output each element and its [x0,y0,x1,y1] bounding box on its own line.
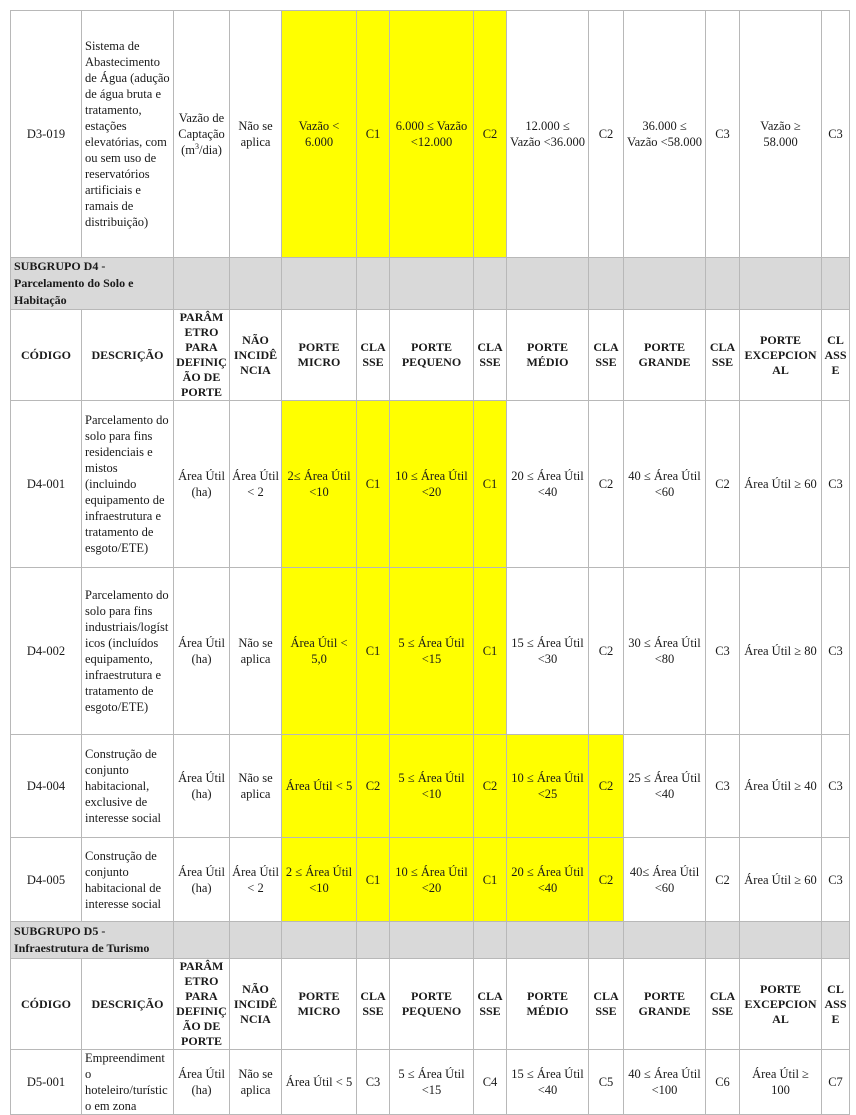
nao-incidencia-cell: Não se aplica [230,735,282,838]
classe-medio-cell: C5 [589,1050,624,1115]
table-row [11,568,850,735]
header-classe: CLASSE [474,310,507,401]
classe-grande-cell: C2 [706,401,740,568]
classe-pequeno-cell: C4 [474,1050,507,1115]
porte-grande-cell: 40≤ Área Útil <60 [624,838,706,922]
table-row [11,11,850,258]
descricao-cell: Construção de conjunto habitacional, exclusive de interesse social [82,735,174,838]
header-porte-excepcional: PORTE EXCEPCIONAL [740,310,822,401]
porte-medio-cell: 15 ≤ Área Útil <30 [507,568,589,735]
porte-pequeno-cell: 5 ≤ Área Útil <10 [390,735,474,838]
classe-excepcional-cell: C3 [822,401,850,568]
descricao-cell: Parcelamento do solo para fins residenciais e mistos (incluindo equipamento de infraestrutura e tratamento de esgoto/ETE) [82,401,174,568]
header-classe: CLASSE [589,310,624,401]
header-classe: CLASSE [822,959,850,1050]
classe-medio-cell: C2 [589,11,624,258]
nao-incidencia-cell: Não se aplica [230,1050,282,1115]
classe-grande-cell: C6 [706,1050,740,1115]
classe-pequeno-cell: C1 [474,838,507,922]
classe-excepcional-cell: C3 [822,568,850,735]
classe-medio-cell: C2 [589,568,624,735]
porte-grande-cell: 36.000 ≤ Vazão <58.000 [624,11,706,258]
parametro-cell: Área Útil (ha) [174,568,230,735]
header-classe: CLASSE [706,959,740,1050]
classe-pequeno-cell: C1 [474,401,507,568]
porte-excepcional-cell: Área Útil ≥ 60 [740,401,822,568]
classe-grande-cell: C3 [706,735,740,838]
header-porte-medio: PORTE MÉDIO [507,310,589,401]
classe-micro-cell: C1 [357,568,390,735]
codigo-cell: D5-001 [11,1050,82,1115]
nao-incidencia-cell: Área Útil < 2 [230,401,282,568]
classe-pequeno-cell: C1 [474,568,507,735]
table-row [11,401,850,568]
porte-micro-cell: Vazão < 6.000 [282,11,357,258]
descricao-cell: Sistema de Abastecimento de Água (adução de água bruta e tratamento, estações elevatórias, com ou sem uso de reservatórios artificiais e ramais de distribuição) [82,11,174,258]
classe-medio-cell: C2 [589,838,624,922]
porte-micro-cell: Área Útil < 5,0 [282,568,357,735]
porte-medio-cell: 20 ≤ Área Útil <40 [507,401,589,568]
parametro-cell: Área Útil (ha) [174,1050,230,1115]
classe-grande-cell: C2 [706,838,740,922]
header-classe: CLASSE [474,959,507,1050]
porte-grande-cell: 30 ≤ Área Útil <80 [624,568,706,735]
header-porte-micro: PORTE MICRO [282,310,357,401]
porte-micro-cell: Área Útil < 5 [282,735,357,838]
header-classe: CLASSE [357,310,390,401]
porte-pequeno-cell: 6.000 ≤ Vazão <12.000 [390,11,474,258]
porte-excepcional-cell: Vazão ≥ 58.000 [740,11,822,258]
classe-pequeno-cell: C2 [474,735,507,838]
classe-micro-cell: C3 [357,1050,390,1115]
table-row [11,735,850,838]
classe-medio-cell: C2 [589,401,624,568]
descricao-cell: Empreendimento hoteleiro/turístico em zona [82,1050,174,1115]
codigo-cell: D3-019 [11,11,82,258]
header-nao-incidencia: NÃO INCIDÊNCIA [230,310,282,401]
porte-medio-cell: 15 ≤ Área Útil <40 [507,1050,589,1115]
classe-grande-cell: C3 [706,11,740,258]
porte-pequeno-cell: 5 ≤ Área Útil <15 [390,1050,474,1115]
classe-grande-cell: C3 [706,568,740,735]
porte-pequeno-cell: 10 ≤ Área Útil <20 [390,401,474,568]
porte-grande-cell: 40 ≤ Área Útil <60 [624,401,706,568]
classe-micro-cell: C2 [357,735,390,838]
header-descricao: DESCRIÇÃO [82,310,174,401]
header-porte-pequeno: PORTE PEQUENO [390,310,474,401]
header-porte-grande: PORTE GRANDE [624,959,706,1050]
porte-micro-cell: 2≤ Área Útil <10 [282,401,357,568]
header-row [11,310,850,401]
porte-excepcional-cell: Área Útil ≥ 40 [740,735,822,838]
classe-medio-cell: C2 [589,735,624,838]
header-descricao: DESCRIÇÃO [82,959,174,1050]
subgroup-title: SUBGRUPO D5 - Infraestrutura de Turismo [11,922,174,959]
porte-excepcional-cell: Área Útil ≥ 100 [740,1050,822,1115]
classe-excepcional-cell: C7 [822,1050,850,1115]
header-codigo: CÓDIGO [11,310,82,401]
porte-pequeno-cell: 10 ≤ Área Útil <20 [390,838,474,922]
nao-incidencia-cell: Área Útil < 2 [230,838,282,922]
codigo-cell: D4-004 [11,735,82,838]
parametro-cell: Área Útil (ha) [174,838,230,922]
subgroup-title: SUBGRUPO D4 - Parcelamento do Solo e Habitação [11,258,174,310]
descricao-cell: Construção de conjunto habitacional de interesse social [82,838,174,922]
nao-incidencia-cell: Não se aplica [230,568,282,735]
header-porte-excepcional: PORTE EXCEPCIONAL [740,959,822,1050]
codigo-cell: D4-002 [11,568,82,735]
header-codigo: CÓDIGO [11,959,82,1050]
porte-excepcional-cell: Área Útil ≥ 60 [740,838,822,922]
header-nao-incidencia: NÃO INCIDÊNCIA [230,959,282,1050]
header-classe: CLASSE [589,959,624,1050]
classe-pequeno-cell: C2 [474,11,507,258]
header-parametro: PARÂMETRO PARA DEFINIÇÃO DE PORTE [174,310,230,401]
codigo-cell: D4-005 [11,838,82,922]
header-classe: CLASSE [822,310,850,401]
classe-micro-cell: C1 [357,401,390,568]
nao-incidencia-cell: Não se aplica [230,11,282,258]
subgroup-row [11,258,850,310]
header-porte-medio: PORTE MÉDIO [507,959,589,1050]
codigo-cell: D4-001 [11,401,82,568]
descricao-cell: Parcelamento do solo para fins industriais/logísticos (incluídos equipamento, infraestrutura e tratamento de esgoto/ETE) [82,568,174,735]
table-row [11,1050,850,1115]
licensing-table [10,10,850,1115]
header-row [11,959,850,1050]
classe-excepcional-cell: C3 [822,838,850,922]
parametro-cell: Área Útil (ha) [174,401,230,568]
classe-micro-cell: C1 [357,11,390,258]
porte-grande-cell: 40 ≤ Área Útil <100 [624,1050,706,1115]
header-classe: CLASSE [357,959,390,1050]
parametro-cell: Vazão de Captação $(m^3/dia)$ [174,11,230,258]
table-row [11,838,850,922]
porte-micro-cell: 2 ≤ Área Útil <10 [282,838,357,922]
header-classe: CLASSE [706,310,740,401]
classe-micro-cell: C1 [357,838,390,922]
header-parametro: PARÂMETRO PARA DEFINIÇÃO DE PORTE [174,959,230,1050]
header-porte-pequeno: PORTE PEQUENO [390,959,474,1050]
parametro-cell: Área Útil (ha) [174,735,230,838]
porte-pequeno-cell: 5 ≤ Área Útil <15 [390,568,474,735]
header-porte-grande: PORTE GRANDE [624,310,706,401]
classe-excepcional-cell: C3 [822,11,850,258]
porte-micro-cell: Área Útil < 5 [282,1050,357,1115]
header-porte-micro: PORTE MICRO [282,959,357,1050]
porte-excepcional-cell: Área Útil ≥ 80 [740,568,822,735]
porte-medio-cell: 12.000 ≤ Vazão <36.000 [507,11,589,258]
porte-grande-cell: 25 ≤ Área Útil <40 [624,735,706,838]
porte-medio-cell: 20 ≤ Área Útil <40 [507,838,589,922]
subgroup-row [11,922,850,959]
classe-excepcional-cell: C3 [822,735,850,838]
porte-medio-cell: 10 ≤ Área Útil <25 [507,735,589,838]
